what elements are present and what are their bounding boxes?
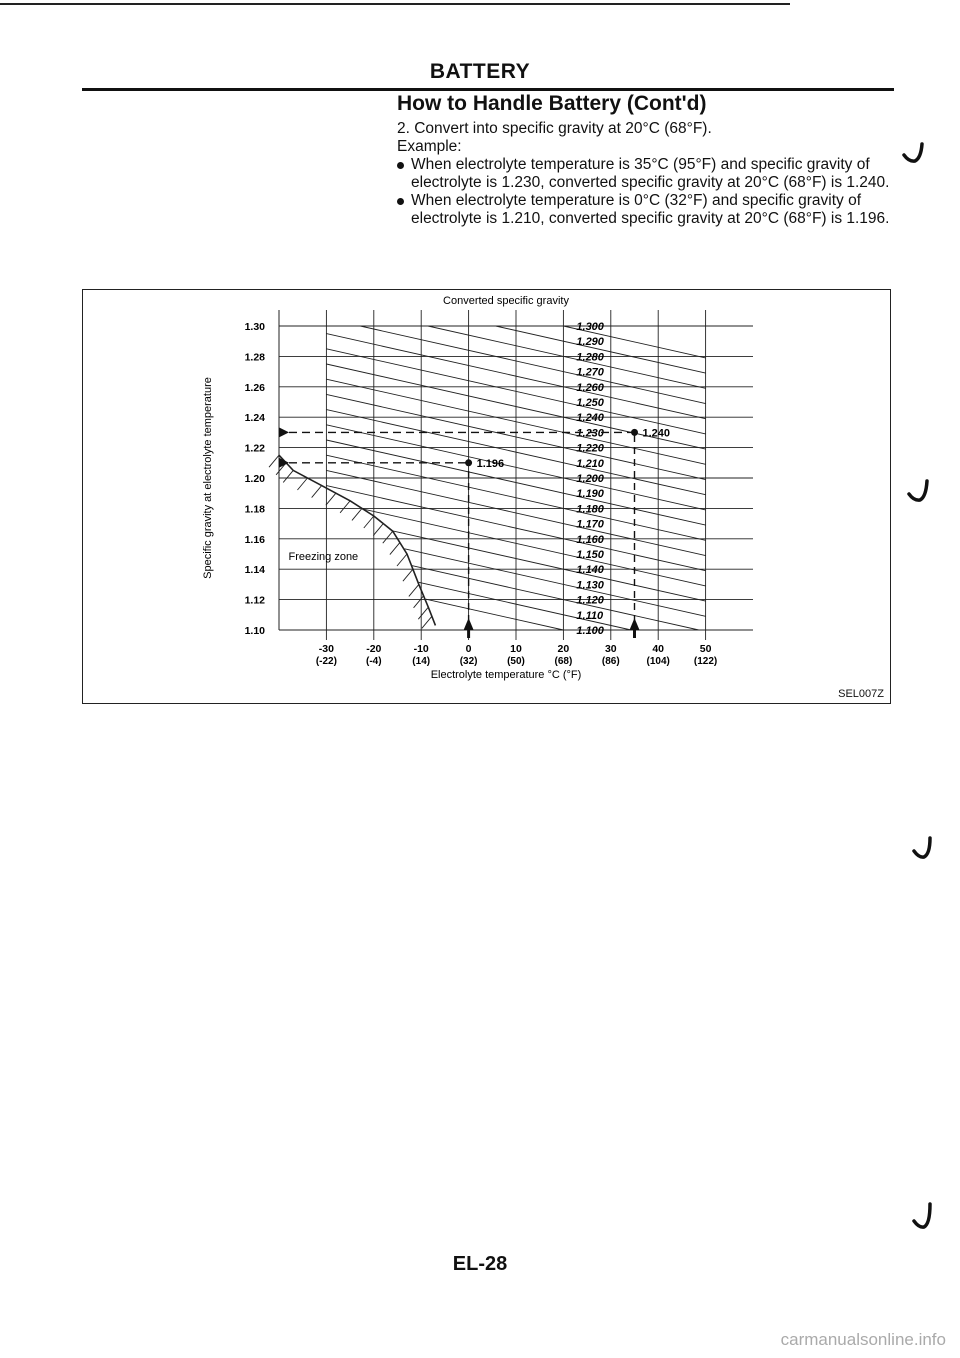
freezing-hatch — [269, 455, 279, 467]
freezing-hatch — [409, 584, 419, 596]
x-tick-label-fahrenheit: (122) — [693, 656, 718, 667]
example-up-arrow-icon — [464, 618, 474, 630]
series-label: 1.160 — [576, 533, 604, 546]
freezing-hatch — [340, 501, 350, 513]
y-tick-label: 1.22 — [244, 442, 265, 455]
top-border-line — [0, 3, 790, 5]
example-point — [465, 459, 472, 466]
series-label: 1.250 — [576, 397, 604, 409]
page-subtitle: How to Handle Battery (Cont'd) — [397, 92, 707, 115]
watermark: carmanualsonline.info — [780, 1330, 946, 1349]
margin-check-icon — [911, 1199, 935, 1231]
series-label: 1.180 — [576, 503, 604, 516]
conversion-line — [405, 549, 706, 617]
chart-svg — [83, 290, 889, 702]
y-tick-label: 1.26 — [244, 381, 265, 394]
freezing-hatch — [418, 607, 428, 619]
series-label: 1.210 — [576, 457, 604, 470]
x-tick-label: 0 — [465, 643, 472, 655]
series-label: 1.260 — [576, 381, 604, 394]
series-label: 1.230 — [576, 427, 604, 440]
header-rule — [82, 88, 894, 91]
example-label: Example: — [397, 138, 462, 155]
freezing-hatch — [364, 516, 374, 528]
step-text: 2. Convert into specific gravity at 20°C (68°F). — [397, 120, 712, 137]
x-tick-label-fahrenheit: (-22) — [315, 656, 337, 667]
example-converted-label: 1.196 — [476, 457, 505, 470]
series-label: 1.190 — [576, 488, 604, 501]
chart-title: Converted specific gravity — [443, 295, 569, 307]
section-title: BATTERY — [429, 60, 531, 83]
series-label: 1.150 — [576, 549, 604, 561]
freezing-hatch — [397, 554, 407, 566]
series-label: 1.110 — [576, 609, 604, 622]
series-label: 1.100 — [576, 625, 604, 637]
conversion-line — [426, 599, 563, 630]
x-tick-label: -20 — [366, 643, 382, 655]
y-tick-label: 1.16 — [244, 533, 265, 546]
margin-check-icon — [901, 141, 927, 165]
margin-check-icon — [911, 835, 935, 861]
y-tick-label: 1.28 — [244, 351, 265, 364]
freezing-hatch — [283, 470, 293, 482]
freezing-hatch — [326, 493, 336, 505]
freezing-hatch — [390, 543, 400, 555]
freezing-zone-label: Freezing zone — [288, 551, 359, 564]
freezing-hatch — [414, 596, 424, 608]
x-tick-label-fahrenheit: (14) — [412, 656, 431, 667]
series-label: 1.280 — [576, 351, 604, 364]
series-label: 1.140 — [576, 564, 604, 577]
x-tick-label-fahrenheit: (68) — [554, 656, 573, 667]
y-tick-label: 1.10 — [244, 625, 265, 637]
freezing-hatch — [383, 531, 393, 543]
x-tick-label-fahrenheit: (50) — [507, 656, 525, 667]
y-tick-label: 1.24 — [244, 412, 265, 425]
y-tick-label: 1.18 — [244, 503, 265, 516]
example-up-arrow-icon — [630, 618, 640, 630]
freezing-hatch — [373, 524, 383, 536]
series-label: 1.170 — [576, 518, 604, 531]
conversion-line — [360, 326, 705, 404]
example-arrow-icon — [279, 458, 289, 468]
conversion-line — [393, 531, 706, 601]
x-tick-label-fahrenheit: (86) — [601, 656, 620, 667]
x-tick-label-fahrenheit: (104) — [646, 656, 670, 667]
freezing-hatch — [422, 616, 432, 628]
page-number: EL-28 — [452, 1253, 508, 1275]
series-label: 1.220 — [576, 442, 604, 455]
series-label: 1.130 — [576, 579, 604, 592]
specific-gravity-chart — [82, 289, 891, 704]
freezing-hatch — [312, 486, 322, 498]
x-tick-label: 10 — [510, 643, 522, 655]
margin-check-icon — [906, 478, 932, 504]
example-bullet-1: When electrolyte temperature is 35°C (95°F) and specific gravity of electrolyte is 1.230, converted specific gravity at 20°C (68°F) is 1.240. — [397, 156, 897, 192]
example-point — [631, 429, 638, 436]
x-tick-label: 30 — [604, 643, 617, 655]
series-label: 1.300 — [576, 321, 604, 333]
series-label: 1.200 — [576, 473, 604, 485]
y-axis-label: Specific gravity at electrolyte temperature — [202, 377, 214, 579]
x-tick-label: 40 — [652, 643, 665, 655]
x-tick-label: 20 — [557, 643, 570, 655]
x-tick-label-fahrenheit: (-4) — [366, 656, 382, 667]
freezing-hatch — [352, 508, 362, 520]
y-tick-label: 1.14 — [244, 564, 265, 577]
series-label: 1.290 — [576, 336, 604, 349]
instruction-text — [397, 120, 897, 228]
y-tick-label: 1.20 — [244, 473, 265, 485]
x-axis-label: Electrolyte temperature °C (°F) — [430, 669, 582, 681]
y-tick-label: 1.30 — [244, 321, 265, 333]
example-bullet-2: When electrolyte temperature is 0°C (32°F) and specific gravity of electrolyte is 1.210, converted specific gravity at 20°C (68°F) is 1.196. — [397, 192, 897, 228]
freezing-hatch — [403, 569, 413, 581]
figure-id: SEL007Z — [838, 688, 884, 700]
x-tick-label: 50 — [699, 643, 712, 655]
x-tick-label-fahrenheit: (32) — [459, 656, 478, 667]
series-label: 1.270 — [576, 366, 604, 379]
freezing-hatch — [297, 478, 307, 490]
series-label: 1.120 — [576, 594, 604, 607]
conversion-line — [412, 566, 699, 630]
x-tick-label: -30 — [318, 643, 334, 655]
conversion-line — [428, 326, 706, 388]
example-converted-label: 1.240 — [642, 427, 671, 440]
example-arrow-icon — [279, 427, 289, 437]
x-tick-label: -10 — [413, 643, 429, 655]
series-label: 1.240 — [576, 412, 604, 425]
y-tick-label: 1.12 — [244, 594, 265, 607]
